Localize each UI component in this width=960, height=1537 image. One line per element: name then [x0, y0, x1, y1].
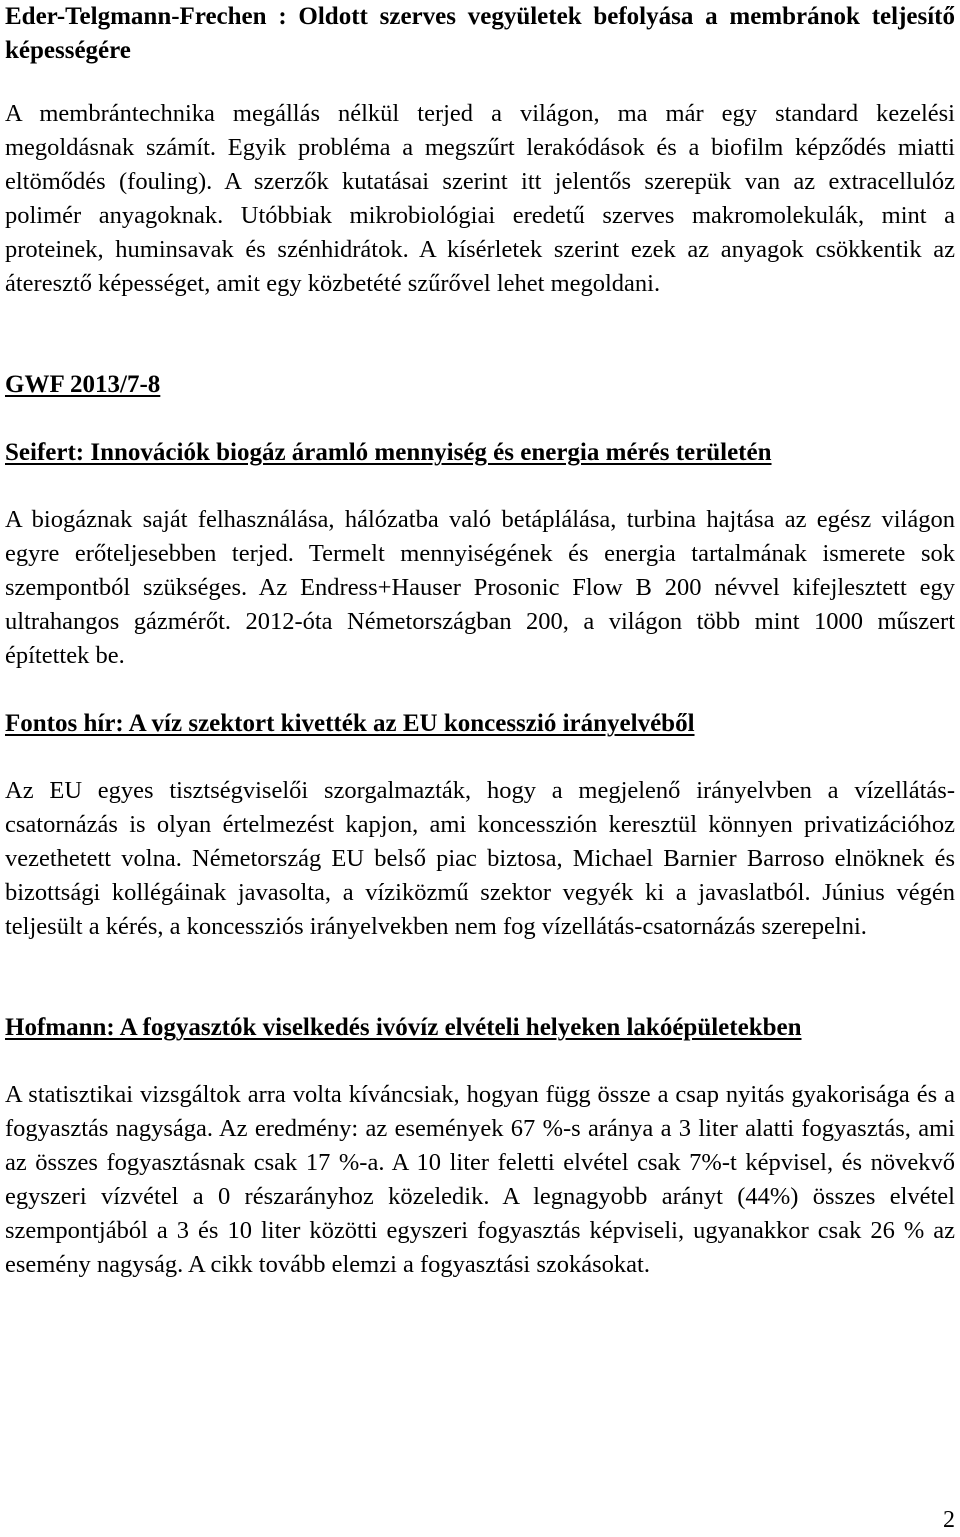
- article-body-membranes: A membrántechnika megállás nélkül terjed a világon, ma már egy standard kezelési megoldásnak számít. Egyik probléma a megszűrt lerakódások és a biofilm képződés miatti eltömődés (fouling). A szerzők kutatásai szerint itt jelentős szerepük van az extracellulóz polimér anyagoknak. Utóbbiak mikrobiológiai eredetű szerves makromolekulák, mint a proteinek, huminsavak és szénhidrátok. A kísérletek szerint ezek az anyagok csökkentik az áteresztő képességet, amit egy közbetété szűrővel lehet megoldani.: [5, 100, 955, 297]
- page-number: 2: [943, 1507, 955, 1533]
- article-body-eu-concession: Az EU egyes tisztségviselői szorgalmazták, hogy a megjelenő irányelvben a vízellátás-csatornázás is olyan értelmezést kapjon, ami koncesszión keresztül könnyen privatizációhoz vezethetett volna. Németország EU belső piac biztosa, Michael Barnier Barroso elnöknek és bizottsági kollégáinak javasolta, a víziközmű szektor vegyék ki a javaslatból. Június végén teljesült a kérés, a koncessziós irányelvekben nem fog vízellátás-csatornázás szerepelni.: [5, 777, 955, 940]
- article-title-biogas: Seifert: Innovációk biogáz áramló mennyiség és energia mérés területén: [5, 439, 772, 466]
- article-title-membranes: Eder-Telgmann-Frechen : Oldott szerves vegyületek befolyása a membránok teljesítő képességére: [5, 3, 955, 64]
- article-title-eu-concession: Fontos hír: A víz szektort kivették az EU koncesszió irányelvéből: [5, 710, 695, 737]
- article-body-biogas: A biogáznak saját felhasználása, hálózatba való betáplálása, turbina hajtása az egész világon egyre erőteljesebben terjed. Termelt mennyiségének és energia tartalmának ismerete sok szempontból szükséges. Az Endress+Hauser Prosonic Flow B 200 névvel kifejlesztett egy ultrahangos gázmérőt. 2012-óta Németországban 200, a világon több mint 1000 műszert építettek be.: [5, 506, 955, 669]
- article-title-consumers: Hofmann: A fogyasztók viselkedés ivóvíz elvételi helyeken lakóépületekben: [5, 1014, 802, 1041]
- source-reference: GWF 2013/7-8: [5, 371, 161, 398]
- article-body-consumers: A statisztikai vizsgáltok arra volta kíváncsiak, hogyan függ össze a csap nyitás gyakorisága és a fogyasztás nagysága. Az eredmény: az események 67 %-s aránya a 3 liter alatti fogyasztás, ami az összes fogyasztásnak csak 17 %-a. A 10 liter feletti elvétel csak 7%-t képvisel, és növekvő egyszeri vízvétel a 0 részarányhoz közeledik. A legnagyobb arányt (44%) összes elvétel szempontjából a 3 és 10 liter közötti egyszeri fogyasztás képviseli, ugyanakkor csak 26 % az esemény nagyság. A cikk tovább elemzi a fogyasztási szokásokat.: [5, 1081, 955, 1278]
